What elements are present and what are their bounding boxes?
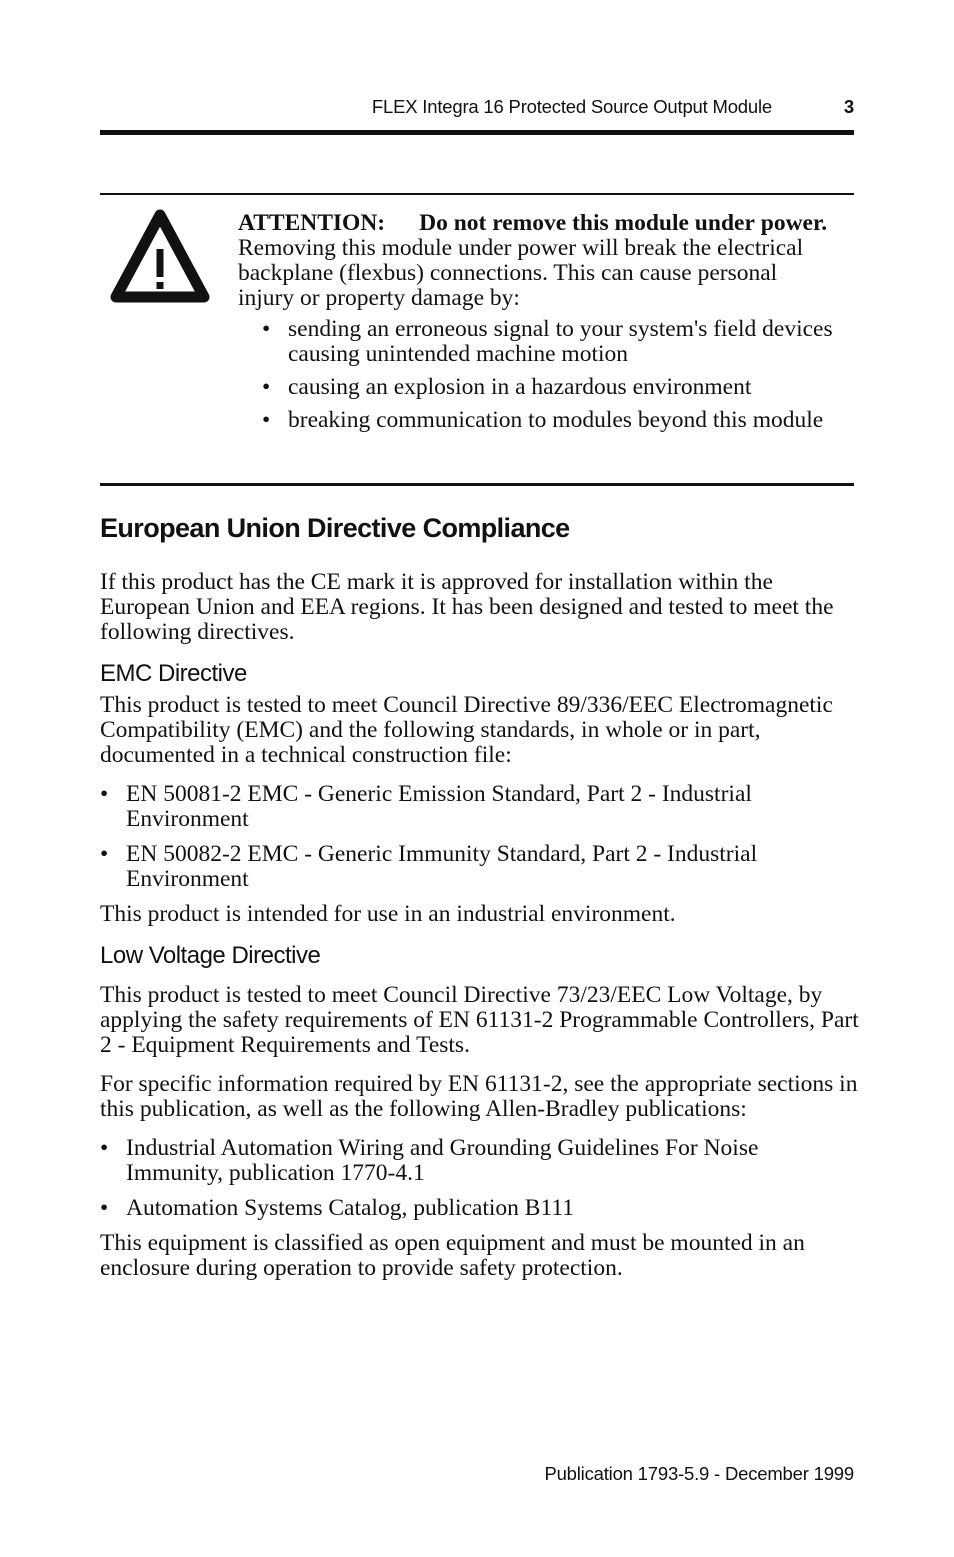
lvd-text: This product is tested to meet Council Directive 73/23/EEC Low Voltage, by applying the safety requirements of EN 61131-2 Programmable Controllers, Part 2 - Equipment Requirements and Tests. [100, 982, 859, 1058]
emc-closing: This product is intended for use in an industrial environment. [100, 901, 676, 927]
emc-heading: EMC Directive [100, 660, 247, 687]
attention-text [238, 211, 838, 441]
list-item: • EN 50081-2 EMC - Generic Emission Standard, Part 2 - Industrial Environment [126, 782, 860, 832]
emc-bullet-list [100, 782, 860, 892]
list-item: • sending an erroneous signal to your system's field devices causing unintended machine motion [288, 317, 838, 367]
attention-bottom-rule [100, 483, 854, 486]
main-content [100, 510, 860, 1295]
list-item: • causing an explosion in a hazardous environment [288, 375, 838, 400]
emc-text: This product is tested to meet Council Directive 89/336/EEC Electromagnetic Compatibility (EMC) and the following standards, in whole or in part, documented in a technical construction file: [100, 692, 833, 768]
attention-top-rule [100, 193, 854, 195]
lvd-heading: Low Voltage Directive [100, 942, 321, 969]
header-title: FLEX Integra 16 Protected Source Output Module [371, 96, 772, 117]
page-number: 3 [843, 96, 854, 117]
attention-bullet-list [238, 317, 838, 433]
attention-bold-lead-1: Do not remove this module under [419, 210, 755, 236]
lvd-text-2: For specific information required by EN 61131-2, see the appropriate sections in this publication, as well as the following Allen-Bradley publications: [100, 1071, 858, 1122]
section-intro: If this product has the CE mark it is approved for installation within the European Union and EEA regions. It has been designed and tested to meet the following directives. [100, 569, 834, 645]
list-item: • Industrial Automation Wiring and Grounding Guidelines For Noise Immunity, publication 1770-4.1 [126, 1136, 860, 1186]
warning-triangle-icon [106, 205, 214, 311]
lvd-closing: This equipment is classified as open equipment and must be mounted in an enclosure during operation to provide safety protection. [100, 1230, 805, 1281]
attention-bold-lead-2: power. [760, 210, 828, 236]
attention-label: ATTENTION: [238, 210, 386, 236]
section-heading: European Union Directive Compliance [100, 513, 570, 543]
attention-body: Removing this module under power will break the electrical backplane (flexbus) connections. This can cause personal injury or property damage by: [238, 235, 804, 311]
lvd-bullet-list [100, 1136, 860, 1221]
footer-publication: Publication 1793-5.9 - December 1999 [544, 1463, 854, 1484]
running-header [100, 93, 854, 123]
header-rule [100, 130, 854, 135]
list-item: • breaking communication to modules beyond this module [288, 408, 838, 433]
list-item: • Automation Systems Catalog, publication B111 [126, 1196, 860, 1221]
list-item: • EN 50082-2 EMC - Generic Immunity Standard, Part 2 - Industrial Environment [126, 842, 860, 892]
